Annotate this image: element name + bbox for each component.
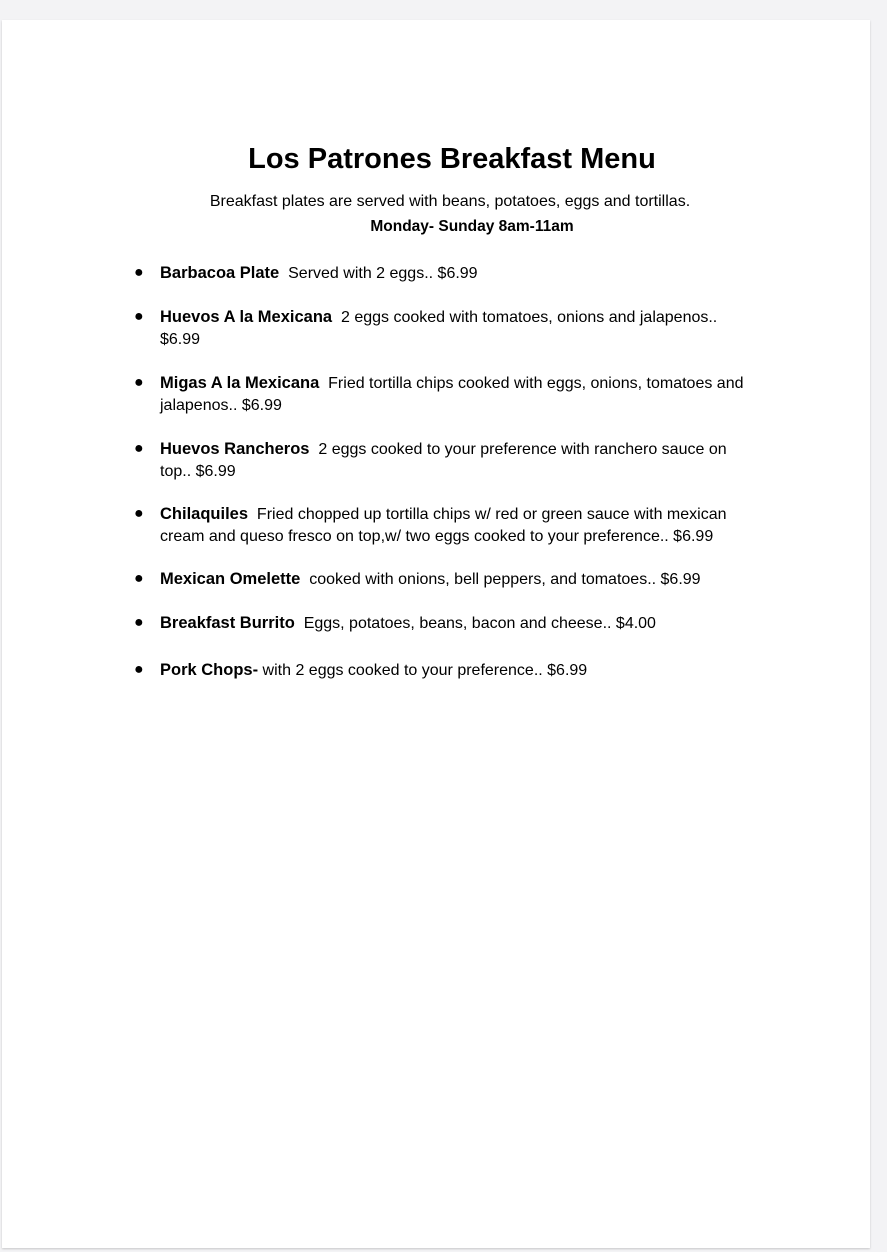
menu-item xyxy=(134,262,774,285)
menu-item-separator xyxy=(300,571,309,588)
menu-item-name: Chilaquiles xyxy=(160,505,249,523)
menu-item-text xyxy=(160,262,764,285)
bullet-icon: ● xyxy=(134,614,144,631)
menu-item-description: Fried chopped up tortilla chips w/ red or green sauce with mexican cream and queso fresco on top,w/ two eggs cooked to your preference.. $6.99 xyxy=(160,506,727,545)
menu-item xyxy=(134,568,774,591)
bullet-icon: ● xyxy=(134,308,144,325)
menu-item-separator xyxy=(332,309,341,326)
bullet-icon: ● xyxy=(134,374,144,391)
menu-item-text xyxy=(160,568,764,591)
menu-item-name: Breakfast Burrito xyxy=(160,614,295,632)
menu-item-text xyxy=(160,503,745,548)
menu-item-separator xyxy=(279,265,288,282)
menu-item-text xyxy=(160,659,764,682)
menu-item xyxy=(134,503,774,548)
menu-item-separator xyxy=(319,375,328,392)
menu-item-separator xyxy=(248,506,257,523)
menu-item-name: Migas A la Mexicana xyxy=(160,374,320,392)
menu-item xyxy=(134,438,774,483)
document-page xyxy=(2,20,870,1248)
menu-item-text xyxy=(160,306,740,351)
menu-item xyxy=(134,612,774,635)
bullet-icon: ● xyxy=(134,661,144,678)
menu-item-text xyxy=(160,438,745,483)
menu-item-description: cooked with onions, bell peppers, and tomatoes.. $6.99 xyxy=(309,571,701,588)
menu-item-description: Served with 2 eggs.. $6.99 xyxy=(288,265,478,282)
menu-item xyxy=(134,659,774,682)
menu-item-text xyxy=(160,372,764,417)
menu-item-description: Eggs, potatoes, beans, bacon and cheese.. $4.00 xyxy=(303,615,656,632)
bullet-icon: ● xyxy=(134,505,144,522)
menu-item-separator xyxy=(295,615,304,632)
menu-item-name: Pork Chops- xyxy=(160,661,259,679)
bullet-icon: ● xyxy=(134,440,144,457)
bullet-icon: ● xyxy=(134,264,144,281)
menu-item-description: with 2 eggs cooked to your preference.. $6.99 xyxy=(262,662,588,679)
menu-item-name: Mexican Omelette xyxy=(160,570,301,588)
menu-item-description: 2 eggs cooked to your preference with ranchero sauce on top.. $6.99 xyxy=(160,441,727,480)
menu-item-description: 2 eggs cooked with tomatoes, onions and jalapenos.. $6.99 xyxy=(160,309,718,348)
menu-item-name: Barbacoa Plate xyxy=(160,264,280,282)
menu-subtitle: Breakfast plates are served with beans, potatoes, eggs and tortillas. xyxy=(209,193,691,210)
menu-title: Los Patrones Breakfast Menu xyxy=(248,143,656,175)
bullet-icon: ● xyxy=(134,570,144,587)
menu-item xyxy=(134,306,774,351)
menu-item-text xyxy=(160,612,764,635)
menu-hours: Monday- Sunday 8am-11am xyxy=(370,218,574,235)
menu-item-description: Fried tortilla chips cooked with eggs, onions, tomatoes and jalapenos.. $6.99 xyxy=(160,375,744,414)
menu-item-name: Huevos A la Mexicana xyxy=(160,308,333,326)
menu-item-name: Huevos Rancheros xyxy=(160,440,310,458)
menu-item xyxy=(134,372,774,417)
